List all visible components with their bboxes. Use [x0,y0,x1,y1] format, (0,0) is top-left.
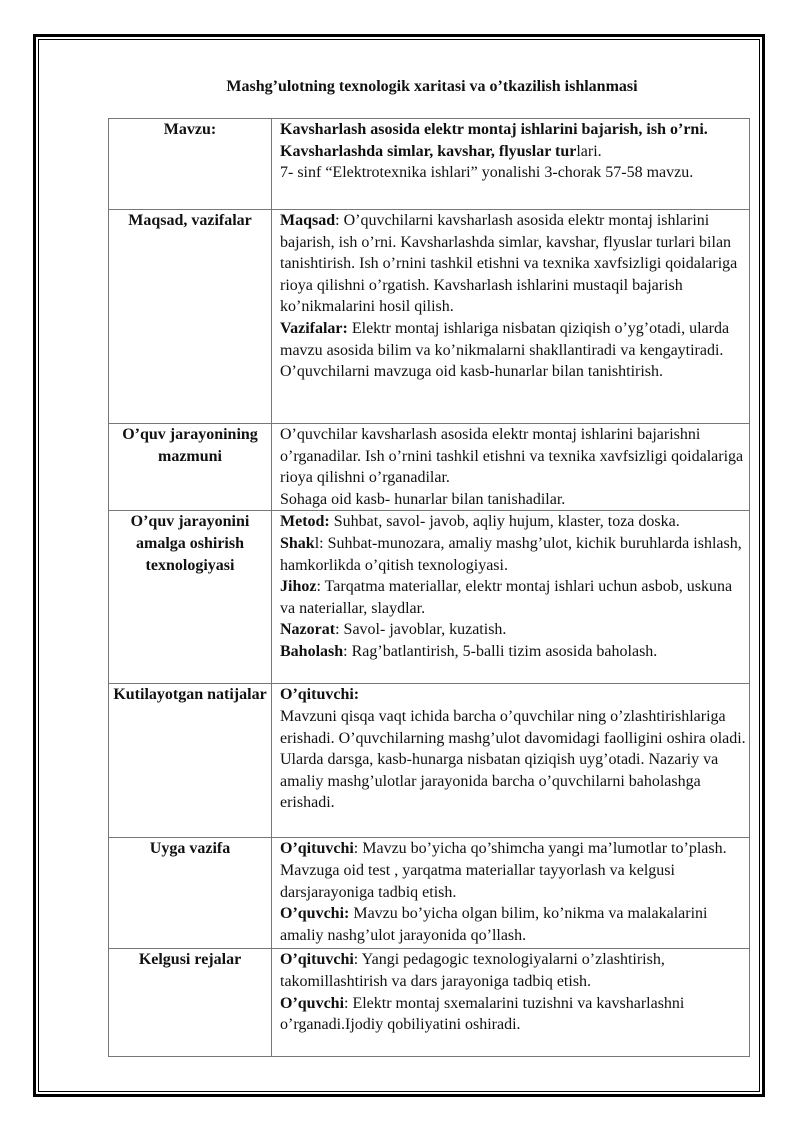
content-paragraph [280,684,747,706]
table-row [109,838,750,949]
paragraph-text: Suhbat, savol- javob, aqliy hujum, klaster, toza doska. [329,513,680,531]
bold-lead: Shak [280,534,315,552]
row-content [272,838,750,949]
row-content [272,511,750,684]
paragraph-text: lari. [576,142,602,160]
content-paragraph [280,903,747,946]
row-content [272,684,750,838]
content-paragraph [280,838,747,903]
table-row [109,949,750,1057]
content-paragraph [280,210,747,318]
paragraph-text: 7- sinf “Elektrotexnika ishlari” yonalishi 3-chorak 57-58 mavzu. [280,164,694,182]
bold-lead: Kavsharlash asosida elektr montaj ishlarini bajarish, ish o’rni. Kavsharlashda simlar, kavshar, flyuslar tur [280,121,708,160]
document-title: Mashg’ulotning texnologik xaritasi va o’tkazilish ishlanmasi [226,78,638,95]
paragraph-text: : Savol- javoblar, kuzatish. [335,621,507,639]
content-paragraph [280,641,747,663]
bold-lead: Baholash [280,642,344,660]
content-paragraph [280,993,747,1036]
row-label: O’quv jarayonining mazmuni [109,424,272,511]
lesson-plan-table [108,118,750,1057]
bold-lead: O’qituvchi: [280,686,360,704]
bold-lead: O’qituvchi [280,840,354,858]
content-paragraph [280,162,747,184]
paragraph-text: Elektr montaj ishlariga nisbatan qiziqish o’yg’otadi, ularda mavzu asosida bilim va ko’nikmalarni shakllantiradi va kengaytiradi. [280,319,730,359]
table-row [109,119,750,210]
paragraph-text: : Yangi pedagogic texnologiyalarni o’zlashtirish, takomillashtirish va dars jarayoniga tadbiq etish. [280,951,665,990]
paragraph-text: : O’quvchilarni kavsharlash asosida elektr montaj ishlarini bajarish, ish o’rni. Kavsharlashda simlar, kavshar, flyuslar turlari bilan tanishtirish. Ish o’rnini tashkil etishni va texnika xavfsizligi qoidalariga rioya qilishni o’rgatish. Kavsharlash ishlarini mustaqil bajarish ko’nikmalarini hosil qilish. [280,212,738,316]
paragraph-text: Mavzu bo’yicha olgan bilim, ko’nikma va malakalarini amaliy nashg’ulot jarayonida qo’llash. [280,905,708,944]
paragraph-text: Sohaga oid kasb- hunarlar bilan tanishadilar. [280,490,566,508]
bold-lead: O’quvchi [280,994,345,1012]
row-label: Uyga vazifa [109,838,272,949]
content-paragraph [280,949,747,992]
row-label: Kutilayotgan natijalar [109,684,272,838]
table-row [109,424,750,511]
bold-lead: Maqsad [280,212,336,229]
table-row [109,684,750,838]
row-content [272,210,750,424]
content-paragraph [280,424,747,489]
content-paragraph [280,706,747,814]
content-paragraph [280,619,747,641]
paragraph-text: O’quvchilar kavsharlash asosida elektr montaj ishlarini bajarishni o’rganadilar. Ish o’rnini tashkil etishni va texnika xavfsizligi qoidalariga rioya qilishni o’rganadilar. [280,426,744,487]
paragraph-text: Mavzuni qisqa vaqt ichida barcha o’quvchilar ning o’zlashtirishlariga erishadi. O’quvchilarning mashg’ulot davomidagi faolligini oshira oladi. Ularda darsga, kasb-hunarga nisbatan qiziqish uyg’otadi. Nazariy va amaliy mashg’ulotlar jarayonida barcha o’quvchilarni baholashga erishadi. [280,707,746,812]
paragraph-text: : Rag’batlantirish, 5-balli tizim asosida baholash. [343,642,658,660]
bold-lead: Vazifalar: [280,319,348,337]
content-paragraph [280,576,747,619]
row-content [272,424,750,511]
content-paragraph [280,511,747,533]
content-paragraph [280,361,747,383]
content-paragraph [280,489,747,511]
table-row [109,511,750,684]
row-content [272,119,750,210]
content-paragraph [280,318,747,361]
row-label: Maqsad, vazifalar [109,210,272,424]
bold-lead: Nazorat [280,621,336,639]
content-paragraph [280,533,747,576]
bold-lead: O’qituvchi [280,951,354,969]
row-label: Mavzu: [109,119,272,210]
row-content [272,949,750,1057]
paragraph-text: l: Suhbat-munozara, amaliy mashg’ulot, kichik buruhlarda ishlash, hamkorlikda o’qitish texnologiyasi. [280,534,742,574]
content-paragraph [280,119,747,162]
paragraph-text: : Mavzu bo’yicha qo’shimcha yangi ma’lumotlar to’plash. Mavzuga oid test , yarqatma materiallar tayyorlash va kelgusi darsjarayoniga tadbiq etish. [280,840,727,901]
paragraph-text: : Tarqatma materiallar, elektr montaj ishlari uchun asbob, uskuna va nateriallar, slaydlar. [280,578,733,617]
row-label: Kelgusi rejalar [109,949,272,1057]
bold-lead: O’quvchi: [280,905,350,923]
bold-lead: Metod: [280,513,330,531]
paragraph-text: O’quvchilarni mavzuga oid kasb-hunarlar bilan tanishtirish. [280,363,664,381]
table-row [109,210,750,424]
paragraph-text: : Elektr montaj sxemalarini tuzishni va kavsharlashni o’rganadi.Ijodiy qobiliyatini oshiradi. [280,994,685,1034]
bold-lead: Jihoz [280,578,317,596]
row-label: O’quv jarayonini amalga oshirish texnologiyasi [109,511,272,684]
